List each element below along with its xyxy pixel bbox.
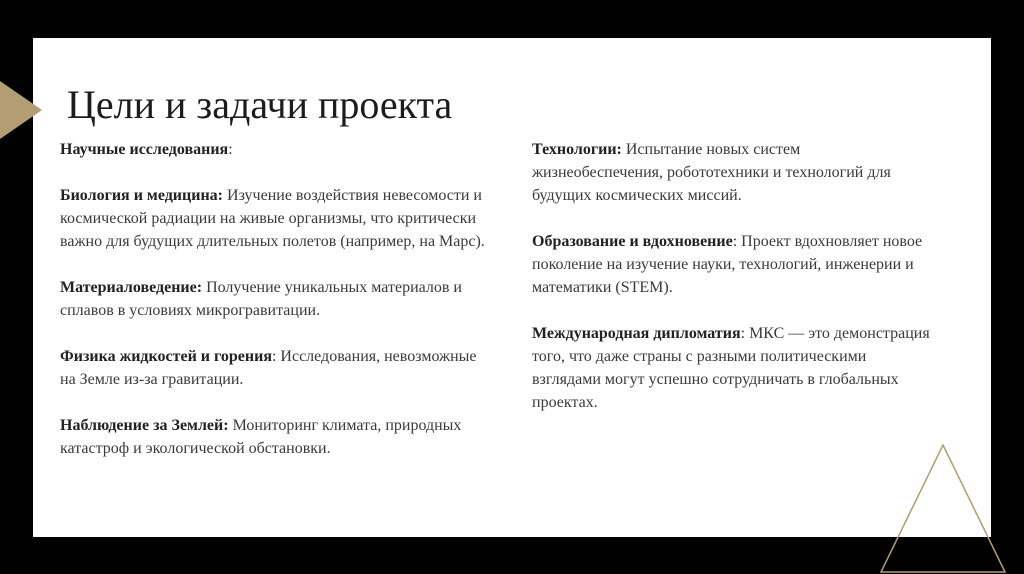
paragraph-text: Получение уникальных материалов и сплавов в условиях микрогравитации. (60, 279, 462, 319)
paragraph-text: Изучение воздействия невесомости и космической радиации на живые организмы, что критически важно для будущих длительных полетов (например, на Марс). (60, 187, 485, 250)
paragraph-heading: Международная дипломатия (532, 325, 741, 342)
paragraph-heading: Биология и медицина: (60, 187, 224, 204)
gold-arrow-icon (0, 81, 42, 139)
paragraph-heading: Образование и вдохновение (532, 233, 733, 250)
left-column (60, 138, 490, 483)
paragraph-heading: Технологии: (532, 141, 622, 158)
right-column (532, 138, 932, 437)
paragraph-text: Испытание новых систем жизнеобеспечения, робототехники и технологий для будущих космических миссий. (532, 141, 891, 204)
paragraph-text: : (228, 141, 233, 158)
paragraph-diplomacy (532, 322, 932, 414)
paragraph-materials-science (60, 276, 490, 322)
paragraph-education (532, 230, 932, 299)
paragraph-heading: Наблюдение за Землей: (60, 417, 229, 434)
paragraph-technologies (532, 138, 932, 207)
paragraph-text: : МКС — это демонстрация того, что даже страны с разными политическими взглядами могут успешно сотрудничать в глобальных проектах. (532, 325, 930, 411)
paragraph-heading: Материаловедение: (60, 279, 203, 296)
paragraph-fluid-physics (60, 345, 490, 391)
paragraph-biology-medicine (60, 184, 490, 253)
paragraph-scientific-research (60, 138, 490, 161)
paragraph-earth-observation (60, 414, 490, 460)
paragraph-heading: Научные исследования (60, 141, 229, 158)
slide-title: Цели и задачи проекта (67, 82, 453, 127)
paragraph-text: : Проект вдохновляет новое поколение на изучение науки, технологий, инженерии и математики (STEM). (532, 233, 923, 296)
paragraph-text: : Исследования, невозможные на Земле из-за гравитации. (60, 348, 477, 388)
paragraph-text: Мониторинг климата, природных катастроф и экологической обстановки. (60, 417, 462, 457)
triangle-outline-icon (878, 442, 1008, 574)
paragraph-heading: Физика жидкостей и горения (60, 348, 272, 365)
